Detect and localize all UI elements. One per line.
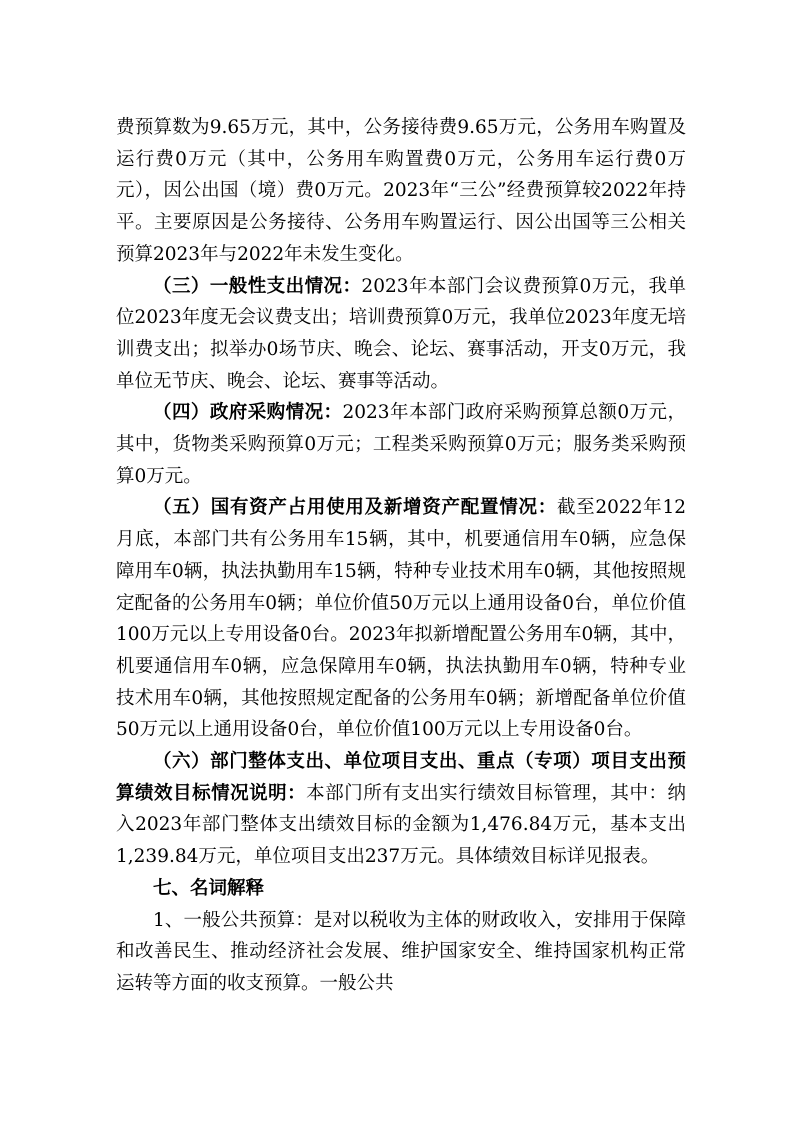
paragraph-glossary-general-budget: 1、一般公共预算：是对以税收为主体的财政收入，安排用于保障和改善民生、推动经济社会发展、维护国家安全、维持国家机构正常运转等方面的收支预算。一般公共	[116, 909, 686, 994]
body-state-assets: 截至2022年12月底，本部门共有公务用车15辆，其中，机要通信用车0辆，应急保障用车0辆，执法执勤用车15辆，特种专业技术用车0辆，其他按照规定配备的公务用车0辆；单位价值50万元以上通用设备0台，单位价值100万元以上专用设备0台。2023年拟新增配置公务用车0辆，其中，机要通信用车0辆，应急保障用车0辆，执法执勤用车0辆，特种专业技术用车0辆，其他按照规定配备的公务用车0辆；新增配备单位价值50万元以上通用设备0台，单位价值100万元以上专用设备0台。	[116, 497, 686, 741]
body-government-procurement: 2023年本部门政府采购预算总额0万元，其中，货物类采购预算0万元；工程类采购预算0万元；服务类采购预算0万元。	[116, 402, 686, 487]
document-page	[116, 112, 686, 1000]
paragraph-three-public-expenses: 费预算数为9.65万元，其中，公务接待费9.65万元，公务用车购置及运行费0万元（其中，公务用车购置费0万元，公务用车运行费0万元），因公出国（境）费0万元。2023年“三公”经费预算较2022年持平。主要原因是公务接待、公务用车购置运行、因公出国等三公相关预算2023年与2022年未发生变化。	[116, 117, 686, 265]
paragraph-state-assets	[116, 492, 686, 746]
section-heading-glossary: 七、名词解释	[153, 877, 265, 899]
heading-government-procurement: （四）政府采购情况：	[153, 402, 343, 424]
heading-performance-targets: （六）部门整体支出、单位项目支出、重点（专项）项目支出预算绩效目标情况说明：	[116, 751, 686, 804]
paragraph-government-procurement	[116, 397, 686, 492]
body-performance-targets: 本部门所有支出实行绩效目标管理，其中：纳入2023年部门整体支出绩效目标的金额为1,476.84万元，基本支出1,239.84万元，单位项目支出237万元。具体绩效目标详见报表。	[116, 782, 686, 868]
heading-general-expenditure: （三）一般性支出情况：	[153, 275, 362, 297]
paragraph-general-expenditure	[116, 271, 686, 398]
paragraph-performance-targets	[116, 746, 686, 873]
heading-state-assets: （五）国有资产占用使用及新增资产配置情况：	[153, 497, 557, 519]
body-general-expenditure: 2023年本部门会议费预算0万元，我单位2023年度无会议费支出；培训费预算0万元，我单位2023年度无培训费支出；拟举办0场节庆、晚会、论坛、赛事活动，开支0万元，我单位无节庆、晚会、论坛、赛事等活动。	[116, 275, 686, 392]
